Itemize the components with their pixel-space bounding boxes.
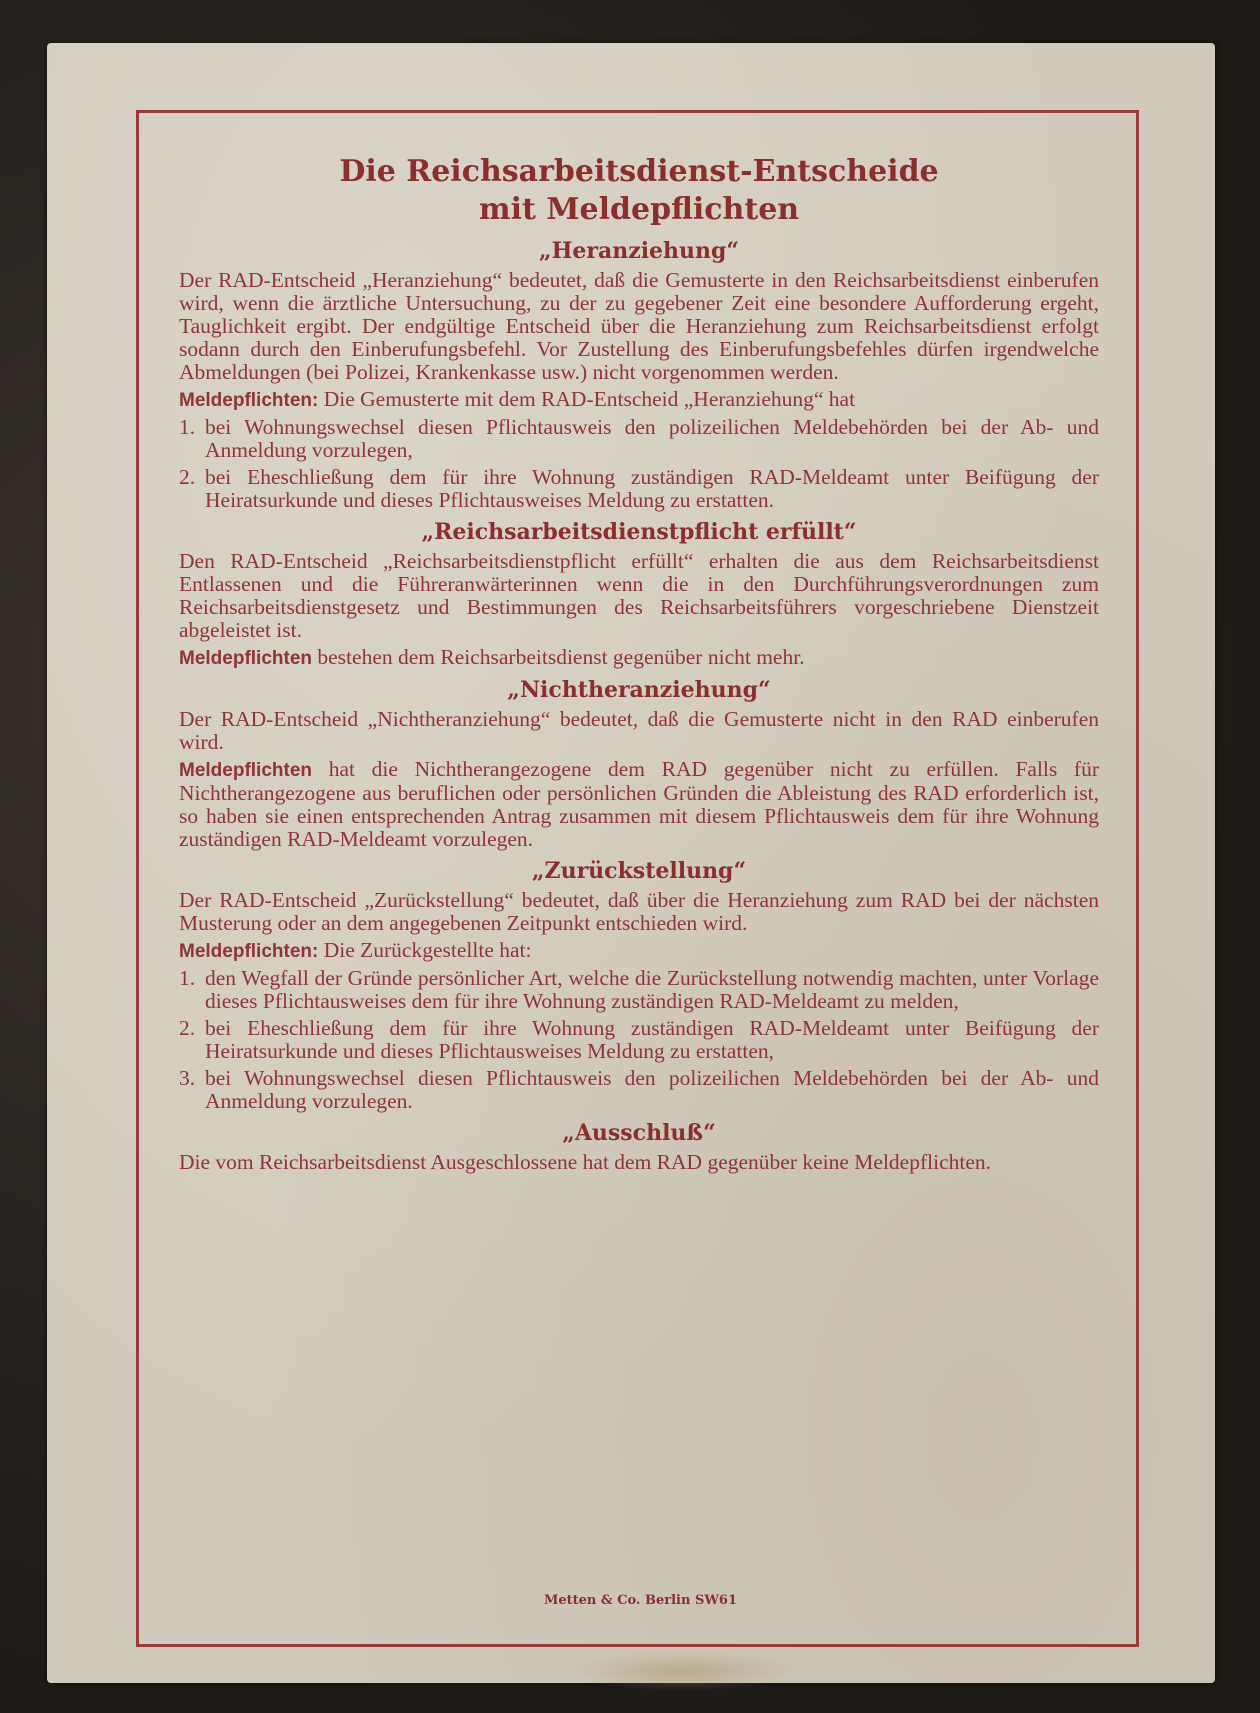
list-item (179, 416, 1099, 462)
item-text: bei Wohnungswechsel diesen Pflichtausweis den polizeilichen Meldebehörden bei der Ab- und Anmeldung vorzulegen, (205, 415, 1099, 462)
duty-label: Meldepflichten: (179, 941, 319, 962)
duty-paragraph (179, 939, 1099, 963)
section-zurueckstellung (179, 857, 1099, 1113)
list-item (179, 1017, 1099, 1063)
item-text: bei Wohnungswechsel diesen Pflichtausweis den polizeilichen Meldebehörden bei der Ab- und Anmeldung vorzulegen. (205, 1066, 1099, 1113)
paper-stain (567, 1651, 797, 1691)
title-line-2: mit Meldepflichten (478, 192, 800, 227)
duty-paragraph (179, 758, 1099, 851)
document-card (47, 43, 1215, 1683)
section-heading: „Zurückstellung“ (531, 858, 747, 884)
section-heranziehung (179, 237, 1099, 512)
title-line-1: Die Reichsarbeitsdienst-Entscheide (339, 154, 939, 189)
section-intro: Den RAD-Entscheid „Reichsarbeitsdienstpflicht erfüllt“ erhalten die aus dem Reichsarbeitsdienst Entlassenen und die Führeranwärterinnen wenn die in den Durchführungsverordnungen zum Reichsarbeitsdienstgesetz und Bestimmungen des Reichsarbeitsführers vorgeschriebene Dienstzeit abgeleistet ist. (179, 549, 1099, 642)
printer-imprint: Metten & Co. Berlin SW61 (543, 1593, 738, 1608)
item-text: bei Eheschließung dem für ihre Wohnung zuständigen RAD-Meldeamt unter Beifügung der Heiratsurkunde und dieses Pflichtausweises Meldung zu erstatten. (205, 465, 1099, 512)
section-heading: „Ausschluß“ (562, 1120, 716, 1146)
item-number: 3. (179, 1066, 196, 1090)
duty-label: Meldepflichten (179, 648, 313, 669)
item-number: 1. (179, 415, 196, 439)
item-number: 1. (179, 966, 196, 990)
section-nichtheranziehung (179, 676, 1099, 851)
section-intro: Der RAD-Entscheid „Zurückstellung“ bedeutet, daß über die Heranziehung zum RAD bei der nächsten Musterung oder an dem angegebenen Zeitpunkt entschieden wird. (179, 888, 1099, 935)
section-intro: Der RAD-Entscheid „Heranziehung“ bedeutet, daß die Gemusterte in den Reichsarbeitsdienst einberufen wird, wenn die ärztliche Untersuchung, zu der zu gegebener Zeit eine besondere Aufforderung ergeht, Tauglichkeit ergibt. Der endgültige Entscheid über die Heranziehung zum Reichsarbeitsdienst erfolgt sodann durch den Einberufungsbefehl. Vor Zustellung des Einberufungsbefehles dürfen irgendwelche Abmeldungen (bei Polizei, Krankenkasse usw.) nicht vorgenommen werden. (179, 268, 1099, 384)
list-item (179, 466, 1099, 512)
duty-text: hat die Nichtherangezogene dem RAD gegenüber nicht zu erfüllen. Falls für Nichtherangezogene aus beruflichen oder persönlichen Gründen die Ableistung des RAD erforderlich ist, so haben sie einen entsprechenden Antrag zusammen mit diesem Pflichtausweis dem für ihre Wohnung zuständigen RAD-Meldeamt vorzulegen. (179, 757, 1100, 851)
duty-label: Meldepflichten (179, 760, 313, 781)
item-number: 2. (179, 1016, 196, 1040)
item-text: bei Eheschließung dem für ihre Wohnung zuständigen RAD-Meldeamt unter Beifügung der Heiratsurkunde und dieses Pflichtausweises Meldung zu erstatten, (205, 1016, 1099, 1063)
document-title (179, 153, 1099, 229)
section-heading: „Nichtheranziehung“ (507, 677, 771, 703)
list-item (179, 967, 1099, 1013)
section-heading: „Heranziehung“ (538, 238, 740, 264)
duty-text: bestehen dem Reichsarbeitsdienst gegenüber nicht mehr. (317, 645, 805, 669)
duty-text: Die Gemusterte mit dem RAD-Entscheid „Heranziehung“ hat (323, 387, 856, 411)
duty-paragraph (179, 388, 1099, 412)
item-text: den Wegfall der Gründe persönlicher Art, welche die Zurückstellung notwendig machten, unter Vorlage dieses Pflichtausweises dem für ihre Wohnung zuständigen RAD-Meldeamt zu melden, (205, 966, 1099, 1013)
item-number: 2. (179, 465, 196, 489)
red-border-frame (136, 110, 1139, 1647)
section-heading: „Reichsarbeitsdienstpflicht erfüllt“ (421, 519, 857, 545)
duty-label: Meldepflichten: (179, 390, 319, 411)
duty-text: Die Zurückgestellte hat: (323, 938, 532, 962)
section-intro: Der RAD-Entscheid „Nichtheranziehung“ bedeutet, daß die Gemusterte nicht in den RAD einberufen wird. (179, 707, 1099, 754)
section-intro: Die vom Reichsarbeitsdienst Ausgeschlossene hat dem RAD gegenüber keine Meldepflichten. (179, 1150, 992, 1174)
document-content (179, 153, 1099, 1178)
duty-paragraph (179, 646, 1099, 670)
section-ausschluss (179, 1119, 1099, 1174)
section-pflicht-erfuellt (179, 518, 1099, 670)
list-item (179, 1067, 1099, 1113)
duty-list (179, 416, 1099, 512)
duty-list (179, 967, 1099, 1113)
